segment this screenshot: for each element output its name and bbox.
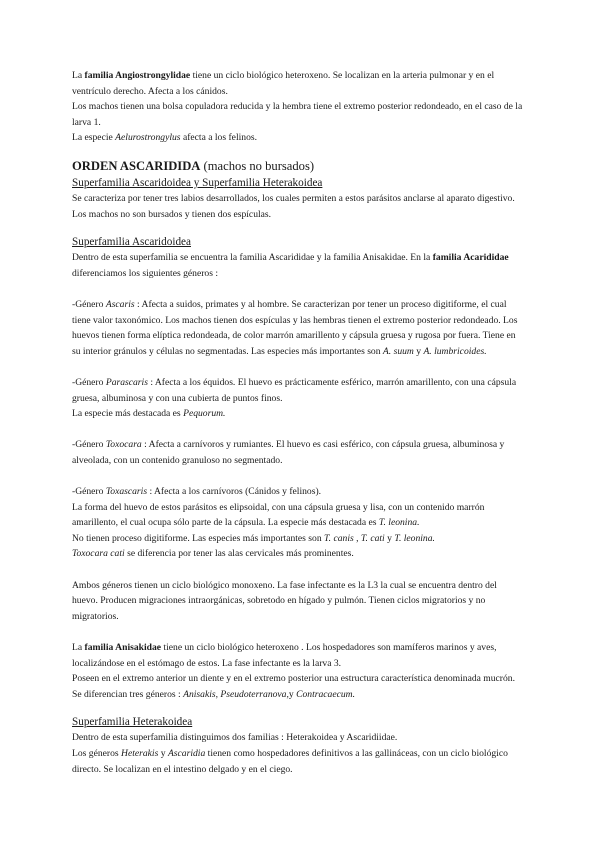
document-page: [72, 68, 524, 777]
parascaris-species: La especie más destacada es Pequorum.: [72, 408, 226, 420]
heterakoidea-heading: Superfamilia Heterakoidea: [72, 716, 193, 729]
family-name: familia Angiostrongylidae: [84, 70, 191, 81]
genus-parascaris-paragraph: -Género Parascaris : Afecta a los équidos. El huevo es prácticamente esférico, marrón amarillento, con una cápsula gruesa, albuminosa y con una cubierta de puntos finos.: [72, 376, 517, 404]
genus-toxocara-paragraph: -Género Toxocara : Afecta a carnívoros y rumiantes. El huevo es casi esférico, con cápsula gruesa, albuminosa y alveolada, con un contenido granuloso no segmentado.: [72, 439, 505, 466]
heterakoidea-genera: Los géneros Heterakis y Ascaridia tienen como hospedadores definitivos a las gallináceas, con un ciclo biológico directo. Se localizan en el intestino delgado y en el ciego.: [72, 747, 508, 775]
anisakidae-paragraph: La familia Anisakidae tiene un ciclo biológico heteroxeno . Los hospedadores son mamíferos marinos y aves, localizándose en el estómago de estos. La fase infectante es la larva 3.: [72, 642, 497, 669]
genus-ascaris-paragraph: -Género Ascaris : Afecta a suidos, primates y al hombre. Se caracterizan por tener un proceso digitiforme, el cual tiene valor taxonómico. Los machos tienen dos espículas y las hembras tienen el extremo posterior redondeado. Los huevos tienen forma elíptica redondeada, de color marrón amarillento y cápsula gruesa y rugosa por fuera. Tiene en su interior gránulos y células no segmentadas. Las especies más importantes son A. suum y A. lumbricoides.: [72, 298, 518, 357]
order-heading: ORDEN ASCARIDIDA (machos no bursados): [72, 158, 315, 173]
ascaridoidea-heading: Superfamilia Ascaridoidea: [72, 236, 191, 249]
genus-name: Aelurostrongylus: [115, 132, 181, 144]
genus-toxascaris-paragraph: -Género Toxascaris : Afecta a los carnívoros (Cánidos y felinos).: [72, 486, 322, 498]
angiostrongylidae-paragraph: La familia Angiostrongylidae tiene un ciclo biológico heteroxeno. Se localizan en la arteria pulmonar y en el ventrículo derecho. Afecta a los cánidos.: [72, 70, 495, 97]
heterakoidea-families: Dentro de esta superfamilia distinguimos dos familias : Heterakoidea y Ascaridiidae.: [72, 732, 398, 744]
angiostrongylidae-morphology: Los machos tienen una bolsa copuladora reducida y la hembra tiene el extremo posterior redondeado, en el caso de la larva 1.: [72, 101, 523, 128]
toxocara-cati-note: Toxocara cati se diferencia por tener las alas cervicales más prominentes.: [72, 548, 354, 560]
both-genera-paragraph: Ambos géneros tienen un ciclo biológico monoxeno. La fase infectante es la L3 la cual se encuentra dentro del huevo. Producen migraciones intraorgánicas, sobretodo en hígado y pulmón. Tienen ciclos migratorios y no migratorios.: [72, 579, 497, 622]
ascaridoidea-intro: Dentro de esta superfamilia se encuentra la familia Ascarididae y la familia Anisakidae. En la familia Acarididae diferenciamos los siguientes géneros :: [72, 252, 509, 279]
superfamilies-heading: Superfamilia Ascaridoidea y Superfamilia Heterakoidea: [72, 176, 323, 189]
toxascaris-egg-description: La forma del huevo de estos parásitos es elipsoidal, con una cápsula gruesa y lisa, con un contenido marrón amarillento, el cual ocupa sólo parte de la cápsula. La especie más destacada es T. leonina.: [72, 501, 485, 529]
toxascaris-species: No tienen proceso digitiforme. Las especies más importantes son T. canis , T. cati y T. leonina.: [72, 532, 435, 544]
aelurostrongylus-paragraph: La especie Aelurostrongylus afecta a los felinos.: [72, 132, 257, 144]
order-description: Se caracteriza por tener tres labios desarrollados, los cuales permiten a estos parásitos anclarse al aparato digestivo. Los machos no son bursados y tienen dos espículas.: [72, 192, 515, 220]
anisakidae-morphology: Poseen en el extremo anterior un diente y en el extremo posterior una estructura característica denominada mucrón. Se diferencian tres géneros : Anisakis, Pseudoterranova,y Contracaecum.: [72, 673, 515, 700]
